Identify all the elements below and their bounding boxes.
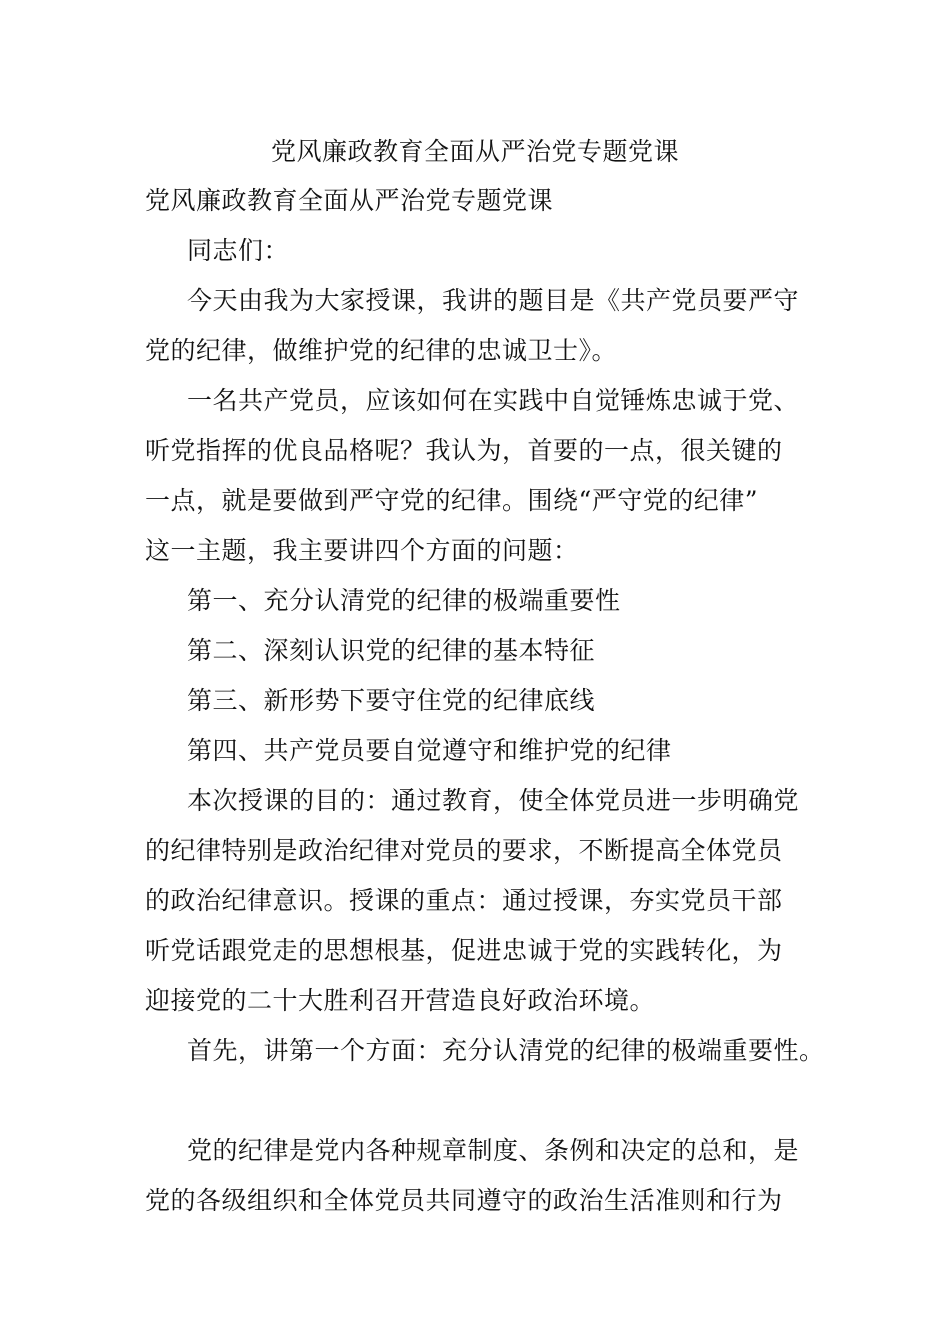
paragraph-line: 党的纪律是党内各种规章制度、条例和决定的总和，是 xyxy=(187,1136,800,1165)
paragraph-line: 听党指挥的优良品格呢？我认为，首要的一点，很关键的 xyxy=(145,436,783,465)
greeting: 同志们： xyxy=(187,236,290,265)
outline-item-3: 第三、新形势下要守住党的纪律底线 xyxy=(187,686,596,715)
paragraph-line: 的纪律特别是政治纪律对党员的要求，不断提高全体党员 xyxy=(145,836,783,865)
paragraph-line: 这一主题，我主要讲四个方面的问题： xyxy=(145,536,579,565)
paragraph-line: 今天由我为大家授课，我讲的题目是《共产党员要严守 xyxy=(187,286,800,315)
document-subtitle: 党风廉政教育全面从严治党专题党课 xyxy=(145,186,554,215)
paragraph-line: 一点，就是要做到严守党的纪律。围绕“严守党的纪律” xyxy=(145,486,759,515)
paragraph-line: 党的各级组织和全体党员共同遵守的政治生活准则和行为 xyxy=(145,1186,783,1215)
outline-item-1: 第一、充分认清党的纪律的极端重要性 xyxy=(187,586,621,615)
paragraph-line: 党的纪律，做维护党的纪律的忠诚卫士》。 xyxy=(145,336,618,365)
paragraph-line: 本次授课的目的：通过教育，使全体党员进一步明确党 xyxy=(187,786,800,815)
paragraph-line: 的政治纪律意识。授课的重点：通过授课，夯实党员干部 xyxy=(145,886,783,915)
paragraph-line: 迎接党的二十大胜利召开营造良好政治环境。 xyxy=(145,986,656,1015)
paragraph-line: 听党话跟党走的思想根基，促进忠诚于党的实践转化，为 xyxy=(145,936,783,965)
outline-item-2: 第二、深刻认识党的纪律的基本特征 xyxy=(187,636,596,665)
section-intro: 首先，讲第一个方面：充分认清党的纪律的极端重要性。 xyxy=(187,1036,825,1065)
paragraph-line: 一名共产党员，应该如何在实践中自觉锤炼忠诚于党、 xyxy=(187,386,800,415)
outline-item-4: 第四、共产党员要自觉遵守和维护党的纪律 xyxy=(187,736,672,765)
document-title: 党风廉政教育全面从严治党专题党课 xyxy=(270,137,679,166)
